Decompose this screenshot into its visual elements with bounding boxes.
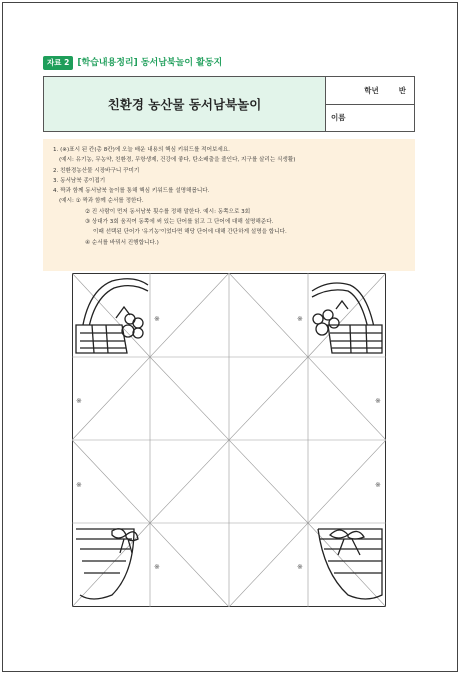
class-label: 반 [398, 85, 406, 95]
title-box [43, 76, 415, 132]
keyword-mark: ※ [297, 315, 303, 323]
instructions-box [43, 139, 415, 271]
student-info [326, 77, 414, 131]
instruction-line: ③ 상대가 3회 움직여 동쪽에 써 있는 단어를 읽고 그 단어에 대해 설명해준다. [85, 219, 274, 226]
material-tag: 자료 2 [43, 56, 73, 70]
worksheet-title: 친환경 농산물 동서남북놀이 [44, 77, 326, 131]
instruction-line: 4. 짝과 함께 동서남북 놀이를 통해 핵심 키워드를 설명해봅니다. [53, 188, 210, 195]
instruction-line: 3. 동서남북 종이접기 [53, 177, 106, 184]
instruction-line: 2. 친환경농산물 시장바구니 꾸미기 [53, 167, 140, 174]
instruction-line: ② 진 사람이 먼저 동서남북 횟수를 정해 말한다. 예시: 동쪽으로 3회 [85, 208, 251, 215]
fortune-teller-svg [72, 273, 386, 607]
instruction-line: ④ 순서를 바꿔서 진행합니다.) [85, 239, 159, 246]
fortune-teller-template [72, 273, 386, 607]
keyword-mark: ※ [375, 397, 381, 405]
keyword-mark: ※ [154, 315, 160, 323]
instruction-line: (예시: ① 짝과 함께 순서를 정한다. [59, 198, 144, 205]
keyword-mark: ※ [297, 563, 303, 571]
name-label: 이름 [331, 113, 346, 123]
keyword-mark: ※ [76, 481, 82, 489]
grade-label: 학년 [364, 85, 379, 95]
section-header [43, 56, 222, 70]
grade-class-row[interactable] [326, 77, 414, 105]
keyword-mark: ※ [154, 563, 160, 571]
instruction-line: 이때 선택된 단어가 '유기농'이었다면 해당 단어에 대해 간단하게 설명을 합니다. [93, 229, 287, 236]
instruction-line: (예시: 유기농, 무농약, 친환경, 무항생제, 건강에 좋다, 탄소배출을 줄인다, 지구를 살리는 식생활) [59, 157, 296, 164]
keyword-mark: ※ [375, 481, 381, 489]
name-row[interactable] [326, 105, 414, 132]
instruction-line: 1. (※)표시 된 칸(총 8칸)에 오늘 배운 내용의 핵심 키워드를 적어보세요. [53, 147, 230, 153]
keyword-mark: ※ [76, 397, 82, 405]
section-title: [학습내용정리] 동서남북놀이 활동지 [77, 58, 223, 68]
